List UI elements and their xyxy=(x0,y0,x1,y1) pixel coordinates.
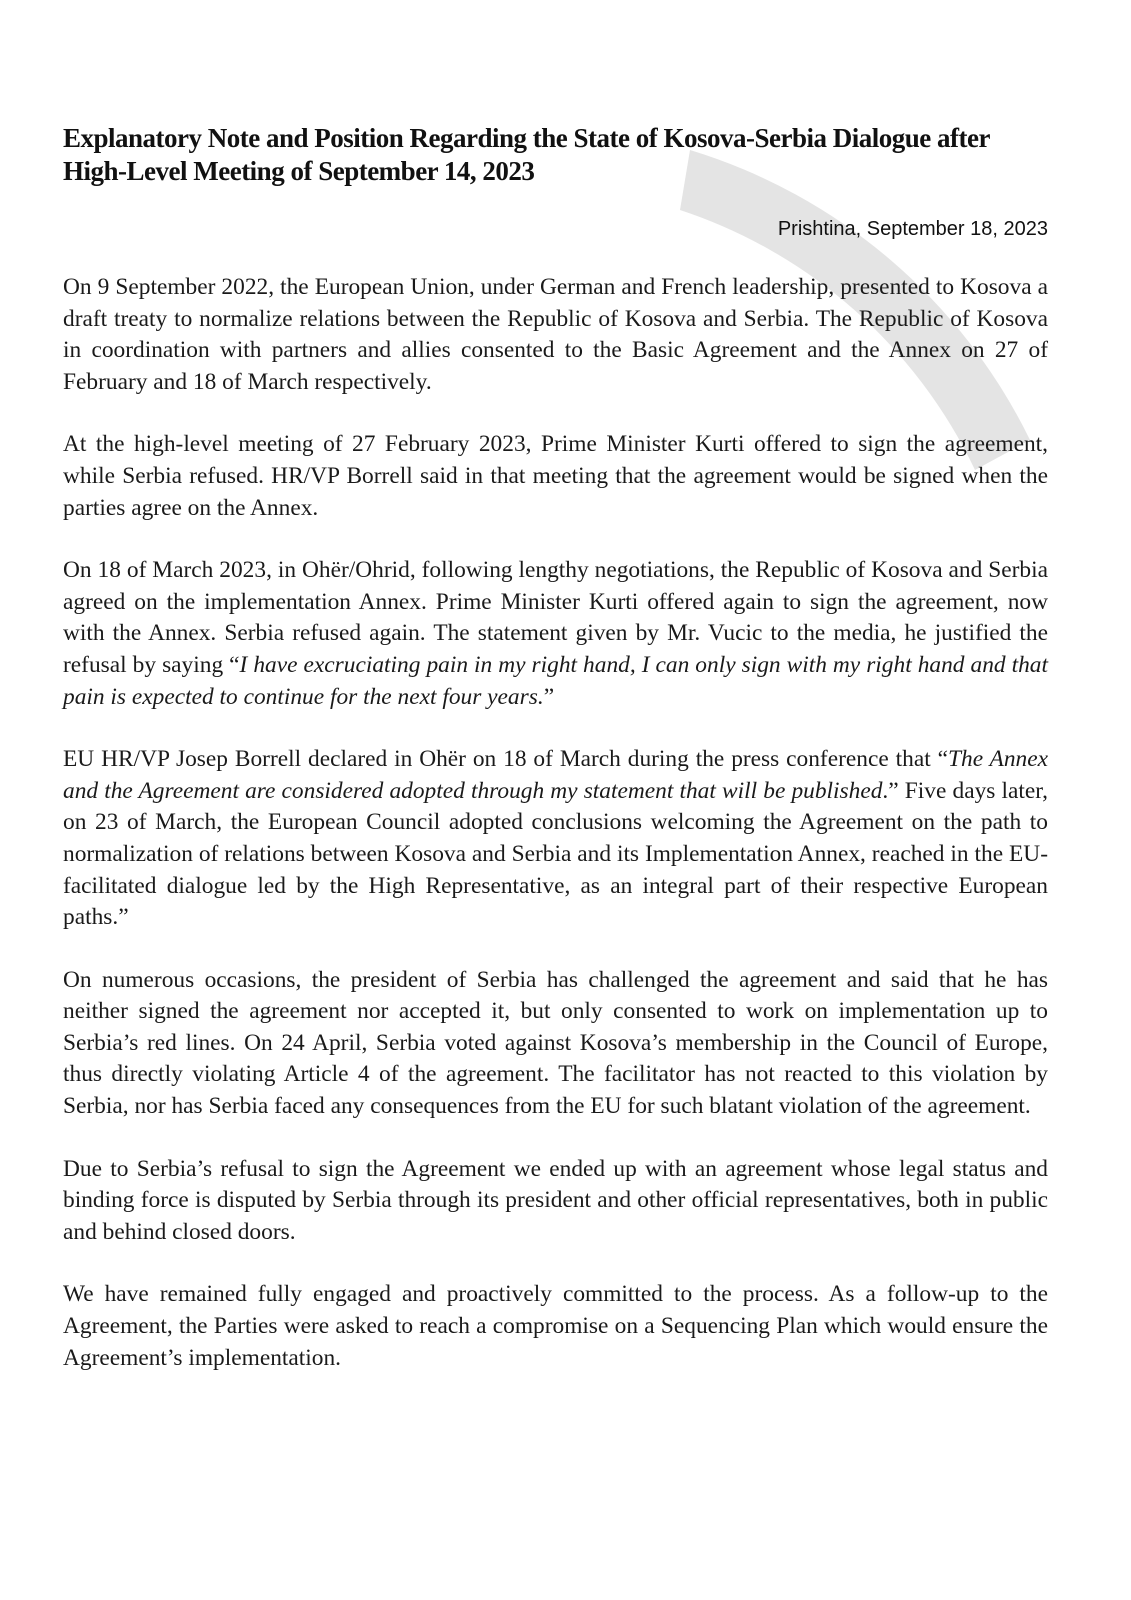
paragraph-5: On numerous occasions, the president of Serbia has challenged the agreement and said that he has neither signed the agreement nor accepted it, but only consented to work on implementation up to Serbia’s red lines. On 24 April, Serbia voted against Kosova’s membership in the Council of Europe, thus directly violating Article 4 of the agreement. The facilitator has not reacted to this violation by Serbia, nor has Serbia faced any consequences from the EU for such blatant violation of the agreement. xyxy=(63,966,1048,1120)
paragraph-3-text: On 18 of March 2023, in Ohër/Ohrid, following lengthy negotiations, the Republic of Kosova and Serbia agreed on the implementation Annex. Prime Minister Kurti offered again to sign the agreement, now with the Annex. Serbia refused again. The statement given by Mr. Vucic to the media, he justified the refusal by saying “ xyxy=(63,557,1048,678)
paragraph-3 xyxy=(63,555,1048,713)
paragraph-7: We have remained fully engaged and proactively committed to the process. As a follow-up to the Agreement, the Parties were asked to reach a compromise on a Sequencing Plan which would ensure the Agreement’s implementation. xyxy=(63,1281,1048,1371)
vucic-quote: I have excruciating pain in my right hand, I can only sign with my right hand and that pain is expected to continue for the next four years. xyxy=(63,651,1049,710)
paragraph-4-rest: .” Five days later, on 23 of March, the European Council adopted conclusions welcoming the Agreement on the path to normalization of relations between Kosova and Serbia and its Implementation Annex, reached in the EU-facilitated dialogue led by the High Representative, as an integral part of their respective European paths.” xyxy=(63,777,1048,931)
paragraph-4 xyxy=(63,744,1048,934)
document-title: Explanatory Note and Position Regarding the State of Kosova-Serbia Dialogue after High-Level Meeting of September 14, 2023 xyxy=(63,123,990,186)
dateline: Prishtina, September 18, 2023 xyxy=(777,218,1048,240)
paragraph-2: At the high-level meeting of 27 February 2023, Prime Minister Kurti offered to sign the agreement, while Serbia refused. HR/VP Borrell said in that meeting that the agreement would be signed when the parties agree on the Annex. xyxy=(63,431,1048,521)
document-page xyxy=(63,122,1048,1374)
paragraph-1: On 9 September 2022, the European Union, under German and French leadership, presented to Kosova a draft treaty to normalize relations between the Republic of Kosova and Serbia. The Republic of Kosova in coordination with partners and allies consented to the Basic Agreement and the Annex on 27 of February and 18 of March respectively. xyxy=(63,274,1048,395)
paragraph-3-close: ” xyxy=(543,683,555,710)
paragraph-4-text: EU HR/VP Josep Borrell declared in Ohër on 18 of March during the press conference that “ xyxy=(63,746,948,773)
paragraph-6: Due to Serbia’s refusal to sign the Agreement we ended up with an agreement whose legal status and binding force is disputed by Serbia through its president and other official representatives, both in public and behind closed doors. xyxy=(63,1155,1048,1245)
borrell-quote: The Annex and the Agreement are considered adopted through my statement that will be published xyxy=(63,746,1048,804)
